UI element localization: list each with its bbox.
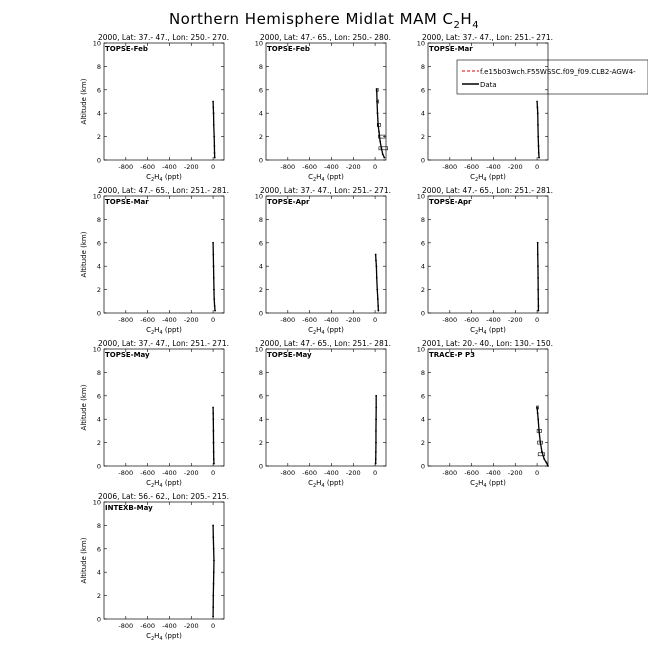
data-point [213, 560, 215, 562]
data-point [375, 254, 377, 256]
x-tick-label: 0 [211, 622, 216, 630]
data-point [213, 571, 215, 573]
x-axis-label: $C_2H_4$ (ppt) [308, 173, 344, 183]
x-tick-label: -800 [118, 163, 134, 171]
data-point [212, 606, 214, 608]
data-point [537, 412, 539, 414]
data-point [212, 616, 214, 618]
y-tick-label: 8 [258, 215, 263, 224]
data-point [213, 458, 215, 460]
panel-7 [80, 339, 229, 489]
panel-header: 2000, Lat: 37.- 47., Lon: 251.- 271. [260, 186, 391, 195]
y-tick-label: 0 [420, 462, 425, 471]
legend [457, 60, 648, 94]
plot-frame [266, 349, 386, 466]
y-axis-label: Altitude (km) [80, 384, 88, 431]
data-point [376, 265, 378, 267]
panel-3 [417, 33, 553, 183]
data-point [545, 462, 547, 464]
x-tick-label: -400 [324, 316, 339, 324]
x-tick-label: -600 [464, 469, 480, 477]
y-tick-label: 2 [420, 133, 425, 142]
panel-1 [80, 33, 229, 183]
x-tick-label: 0 [373, 163, 378, 171]
y-tick-label: 0 [96, 309, 101, 318]
x-tick-label: -200 [183, 622, 199, 630]
data-line [213, 243, 215, 311]
y-tick-label: 4 [420, 109, 425, 118]
y-tick-label: 4 [96, 109, 101, 118]
data-point [213, 583, 215, 585]
data-point [376, 277, 378, 279]
y-tick-label: 0 [96, 462, 101, 471]
y-tick-label: 8 [258, 368, 263, 377]
x-tick-label: 0 [211, 163, 216, 171]
y-tick-label: 2 [420, 286, 425, 295]
data-point [213, 124, 215, 126]
data-line [213, 525, 214, 616]
data-point [213, 265, 215, 267]
campaign-label: TOPSE-Mar [429, 45, 473, 53]
x-tick-label: 0 [535, 163, 540, 171]
plot-frame [104, 196, 224, 313]
x-axis-label: $C_2H_4$ (ppt) [146, 632, 182, 642]
data-point [538, 145, 540, 147]
y-tick-label: 6 [420, 86, 425, 95]
data-point [537, 418, 539, 420]
y-tick-label: 0 [258, 309, 263, 318]
data-point [375, 418, 377, 420]
data-point [212, 595, 214, 597]
plot-frame [428, 196, 548, 313]
campaign-label: TRACE-P P3 [429, 351, 475, 359]
data-point [381, 147, 383, 149]
data-line [537, 408, 548, 467]
x-tick-label: -600 [140, 469, 156, 477]
data-point [376, 101, 378, 103]
y-tick-label: 4 [258, 109, 263, 118]
x-tick-label: -200 [345, 469, 361, 477]
data-point [212, 254, 214, 256]
panels [80, 33, 553, 642]
x-tick-label: -800 [280, 469, 296, 477]
panel-header: 2000, Lat: 37.- 47., Lon: 250.- 270. [98, 33, 229, 42]
plot-frame [266, 43, 386, 160]
y-axis-label: Altitude (km) [80, 78, 88, 125]
y-tick-label: 8 [258, 62, 263, 71]
y-tick-label: 8 [420, 215, 425, 224]
data-point [378, 131, 380, 133]
x-tick-label: -800 [118, 622, 134, 630]
data-point [212, 525, 214, 527]
data-point [375, 430, 377, 432]
data-point [376, 289, 378, 291]
plot-frame [104, 43, 224, 160]
data-point [538, 430, 540, 432]
legend-model-label: f.e15b03wch.F55WSSC.f09_f09.CLB2-AGW4- [480, 68, 636, 76]
x-tick-label: -400 [162, 163, 177, 171]
y-tick-label: 10 [92, 39, 101, 48]
y-tick-label: 4 [258, 415, 263, 424]
y-tick-label: 2 [258, 286, 263, 295]
y-tick-label: 10 [92, 498, 101, 507]
x-tick-label: -600 [302, 163, 318, 171]
y-tick-label: 8 [96, 368, 101, 377]
data-point [377, 298, 379, 300]
data-point [213, 112, 215, 114]
data-point [379, 140, 381, 142]
y-tick-label: 2 [96, 592, 101, 601]
data-point [538, 305, 540, 307]
x-tick-label: -400 [162, 622, 177, 630]
panel-header: 2006, Lat: 56.- 62., Lon: 205.- 215. [98, 492, 229, 501]
data-line [213, 408, 214, 464]
data-point [213, 451, 215, 453]
y-tick-label: 10 [92, 192, 101, 201]
x-tick-label: 0 [535, 469, 540, 477]
data-point [375, 442, 377, 444]
x-tick-label: -200 [183, 163, 199, 171]
data-point [212, 536, 214, 538]
x-tick-label: -800 [442, 163, 458, 171]
y-tick-label: 10 [254, 39, 263, 48]
campaign-label: TOPSE-May [267, 351, 312, 359]
x-tick-label: 0 [535, 316, 540, 324]
data-point [537, 242, 539, 244]
data-point [537, 254, 539, 256]
x-tick-label: -400 [162, 469, 177, 477]
legend-data-label: Data [480, 81, 497, 89]
data-point [536, 101, 538, 103]
y-tick-label: 10 [254, 192, 263, 201]
y-tick-label: 2 [258, 133, 263, 142]
panel-header: 2000, Lat: 37.- 47., Lon: 251.- 271. [422, 33, 553, 42]
x-axis-label: $C_2H_4$ (ppt) [308, 479, 344, 489]
y-tick-label: 6 [420, 392, 425, 401]
range-box [538, 453, 545, 456]
panel-2 [255, 33, 391, 183]
x-tick-label: 0 [373, 316, 378, 324]
y-tick-label: 10 [254, 345, 263, 354]
data-point [213, 136, 215, 138]
y-tick-label: 2 [420, 439, 425, 448]
x-tick-label: -200 [183, 316, 199, 324]
y-tick-label: 0 [258, 462, 263, 471]
x-tick-label: -200 [507, 163, 523, 171]
data-point [213, 289, 215, 291]
data-point [537, 289, 539, 291]
data-point [213, 548, 215, 550]
data-point [212, 101, 214, 103]
data-point [377, 310, 379, 312]
x-tick-label: -200 [507, 469, 523, 477]
x-tick-label: -600 [140, 622, 156, 630]
x-tick-label: -200 [507, 316, 523, 324]
data-point [213, 298, 215, 300]
data-point [537, 277, 539, 279]
y-tick-label: 6 [420, 239, 425, 248]
y-axis-label: Altitude (km) [80, 231, 88, 278]
panel-header: 2000, Lat: 37.- 47., Lon: 251.- 271. [98, 339, 229, 348]
campaign-label: TOPSE-Apr [429, 198, 472, 206]
y-tick-label: 4 [96, 568, 101, 577]
data-point [214, 305, 216, 307]
data-line [376, 255, 379, 311]
data-point [214, 145, 216, 147]
data-point [212, 418, 214, 420]
x-tick-label: -200 [183, 469, 199, 477]
x-tick-label: -800 [118, 316, 134, 324]
data-point [537, 298, 539, 300]
panel-5 [255, 186, 391, 336]
campaign-label: TOPSE-Feb [105, 45, 148, 53]
y-axis-label: Altitude (km) [80, 537, 88, 584]
y-tick-label: 0 [258, 156, 263, 165]
x-tick-label: 0 [211, 469, 216, 477]
y-tick-label: 6 [96, 392, 101, 401]
panel-header: 2001, Lat: 20.- 40., Lon: 130.- 150. [422, 339, 553, 348]
x-tick-label: -800 [442, 316, 458, 324]
x-tick-label: -600 [302, 316, 318, 324]
y-tick-label: 8 [96, 215, 101, 224]
y-tick-label: 2 [96, 133, 101, 142]
plot-frame [428, 43, 548, 160]
data-point [537, 112, 539, 114]
panel-6 [417, 186, 553, 336]
data-point [212, 242, 214, 244]
data-point [213, 277, 215, 279]
data-point [538, 152, 540, 154]
x-tick-label: -600 [302, 469, 318, 477]
campaign-label: TOPSE-Feb [267, 45, 310, 53]
y-tick-label: 6 [96, 239, 101, 248]
data-point [214, 152, 216, 154]
y-tick-label: 8 [420, 62, 425, 71]
data-point [375, 259, 377, 261]
data-point [212, 106, 214, 108]
campaign-label: INTEXB-May [105, 504, 153, 512]
data-point [375, 407, 377, 409]
y-tick-label: 2 [258, 439, 263, 448]
data-point [214, 310, 216, 312]
y-tick-label: 6 [96, 545, 101, 554]
campaign-label: TOPSE-May [105, 351, 150, 359]
x-tick-label: -800 [442, 469, 458, 477]
data-point [538, 157, 540, 159]
data-point [213, 442, 215, 444]
panel-header: 2000, Lat: 47.- 65., Lon: 251.- 281. [422, 186, 553, 195]
data-line [538, 243, 539, 311]
data-point [212, 407, 214, 409]
x-tick-label: -400 [486, 469, 501, 477]
figure-title: Northern Hemisphere Midlat MAM $C_2H_4$ [168, 10, 480, 31]
y-tick-label: 8 [96, 62, 101, 71]
y-tick-label: 6 [258, 392, 263, 401]
y-tick-label: 6 [258, 86, 263, 95]
data-point [214, 157, 216, 159]
y-tick-label: 10 [416, 345, 425, 354]
x-tick-label: -600 [464, 163, 480, 171]
x-tick-label: -600 [140, 163, 156, 171]
y-tick-label: 4 [420, 262, 425, 271]
y-tick-label: 6 [96, 86, 101, 95]
x-axis-label: $C_2H_4$ (ppt) [470, 326, 506, 336]
x-tick-label: -400 [324, 469, 339, 477]
x-tick-label: -800 [280, 163, 296, 171]
panel-header: 2000, Lat: 47.- 65., Lon: 251.- 281. [98, 186, 229, 195]
x-tick-label: -800 [118, 469, 134, 477]
y-tick-label: 6 [258, 239, 263, 248]
plot-frame [104, 349, 224, 466]
x-tick-label: -600 [464, 316, 480, 324]
y-tick-label: 4 [420, 415, 425, 424]
x-axis-label: $C_2H_4$ (ppt) [146, 173, 182, 183]
y-tick-label: 4 [96, 415, 101, 424]
data-point [213, 463, 215, 465]
campaign-label: TOPSE-Mar [105, 198, 149, 206]
x-axis-label: $C_2H_4$ (ppt) [470, 479, 506, 489]
y-tick-label: 8 [96, 521, 101, 530]
data-point [537, 265, 539, 267]
y-tick-label: 0 [96, 615, 101, 624]
data-point [537, 136, 539, 138]
y-tick-label: 0 [420, 156, 425, 165]
data-point [538, 310, 540, 312]
y-tick-label: 2 [96, 439, 101, 448]
x-axis-label: $C_2H_4$ (ppt) [146, 326, 182, 336]
data-point [383, 157, 385, 159]
data-line [376, 396, 377, 464]
x-axis-label: $C_2H_4$ (ppt) [470, 173, 506, 183]
panel-4 [80, 186, 229, 336]
plot-frame [266, 196, 386, 313]
x-tick-label: -200 [345, 163, 361, 171]
x-tick-label: -400 [486, 163, 501, 171]
data-line [213, 102, 215, 158]
data-point [539, 442, 541, 444]
data-point [212, 412, 214, 414]
y-tick-label: 10 [416, 192, 425, 201]
plot-frame [428, 349, 548, 466]
y-tick-label: 4 [96, 262, 101, 271]
data-point [375, 451, 377, 453]
data-point [375, 463, 377, 465]
y-tick-label: 8 [420, 368, 425, 377]
panel-9 [417, 339, 553, 489]
panel-header: 2000, Lat: 47.- 65., Lon: 251.- 281. [260, 339, 391, 348]
data-point [377, 112, 379, 114]
data-point [375, 458, 377, 460]
y-tick-label: 0 [96, 156, 101, 165]
data-point [377, 305, 379, 307]
data-point [547, 465, 549, 467]
x-axis-label: $C_2H_4$ (ppt) [308, 326, 344, 336]
x-tick-label: -400 [324, 163, 339, 171]
data-point [213, 430, 215, 432]
y-tick-label: 10 [416, 39, 425, 48]
panel-8 [255, 339, 391, 489]
y-tick-label: 4 [258, 262, 263, 271]
y-tick-label: 10 [92, 345, 101, 354]
x-tick-label: 0 [211, 316, 216, 324]
data-point [382, 153, 384, 155]
panel-header: 2000, Lat: 47.- 65., Lon: 250.- 280. [260, 33, 391, 42]
data-point [537, 106, 539, 108]
data-point [375, 395, 377, 397]
y-tick-label: 2 [96, 286, 101, 295]
y-tick-label: 0 [420, 309, 425, 318]
data-line [537, 102, 539, 158]
data-point [537, 124, 539, 126]
x-tick-label: 0 [373, 469, 378, 477]
panel-10 [80, 492, 229, 642]
x-tick-label: -400 [162, 316, 177, 324]
x-tick-label: -600 [140, 316, 156, 324]
x-axis-label: $C_2H_4$ (ppt) [146, 479, 182, 489]
data-point [543, 458, 545, 460]
x-tick-label: -200 [345, 316, 361, 324]
plot-frame [104, 502, 224, 619]
campaign-label: TOPSE-Apr [267, 198, 310, 206]
x-tick-label: -800 [280, 316, 296, 324]
x-tick-label: -400 [486, 316, 501, 324]
